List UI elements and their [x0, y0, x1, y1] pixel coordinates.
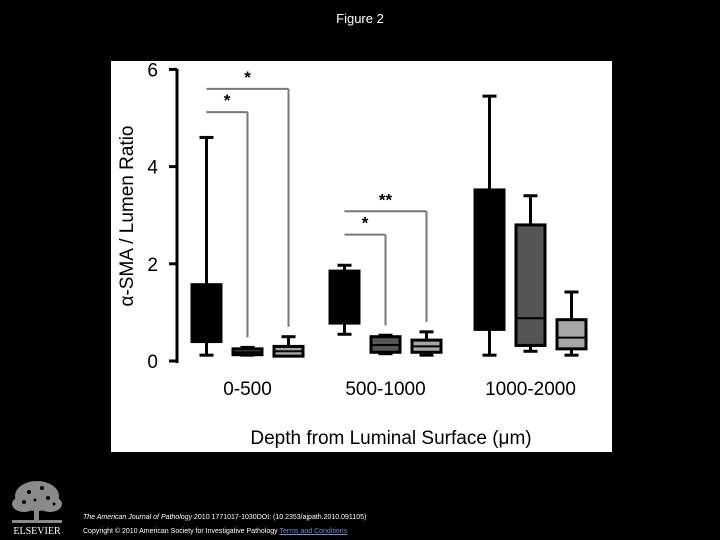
chart-marks [192, 68, 586, 356]
terms-and-conditions-link[interactable]: Terms and Conditions [279, 528, 348, 535]
logo-wordmark: ELSEVIER [13, 526, 61, 537]
box-1000-2000-dark-gray [516, 196, 545, 352]
significance-label: * [244, 67, 251, 87]
figure-panel [111, 61, 612, 452]
x-axis-label: Depth from Luminal Surface (μm) [250, 428, 532, 449]
x-tick-label-500-1000: 500-1000 [345, 379, 426, 400]
citation-journal: The American Journal of Pathology [83, 514, 193, 521]
y-tick-label-4: 4 [147, 157, 158, 179]
elsevier-logo [4, 476, 70, 538]
box-body [330, 271, 359, 323]
box-plot-chart [111, 61, 612, 452]
box-0-500-light-gray [274, 337, 303, 356]
significance-label: * [223, 91, 231, 111]
box-body [557, 320, 586, 349]
box-body [516, 225, 545, 346]
box-500-1000-light-gray [412, 332, 441, 355]
box-0-500-dark-gray [233, 347, 262, 355]
y-tick-label-6: 6 [147, 61, 158, 82]
citation-details: 2010 1771017-1030DOI: (10.2353/ajpath.2010.091105) [192, 514, 367, 521]
box-500-1000-dark-gray [371, 335, 400, 353]
box-1000-2000-light-gray [557, 292, 586, 355]
y-tick-label-0: 0 [147, 352, 158, 373]
axes [117, 61, 576, 449]
slide-title: Figure 2 [336, 11, 384, 26]
copyright-text: Copyright © 2010 American Society for Investigative Pathology [83, 528, 280, 535]
y-tick-label-2: 2 [147, 254, 158, 276]
box-500-1000-black [330, 265, 359, 334]
copyright-line [83, 528, 347, 535]
significance-label: * [361, 213, 369, 233]
box-body [192, 285, 221, 342]
x-tick-label-1000-2000: 1000-2000 [485, 379, 576, 400]
box-body [475, 190, 504, 329]
x-tick-label-0-500: 0-500 [223, 379, 272, 400]
y-axis-label: α-SMA / Lumen Ratio [117, 125, 138, 307]
significance-label: ** [378, 190, 393, 210]
citation-line [83, 514, 366, 521]
box-1000-2000-black [475, 96, 504, 355]
box-0-500-black [192, 137, 221, 355]
